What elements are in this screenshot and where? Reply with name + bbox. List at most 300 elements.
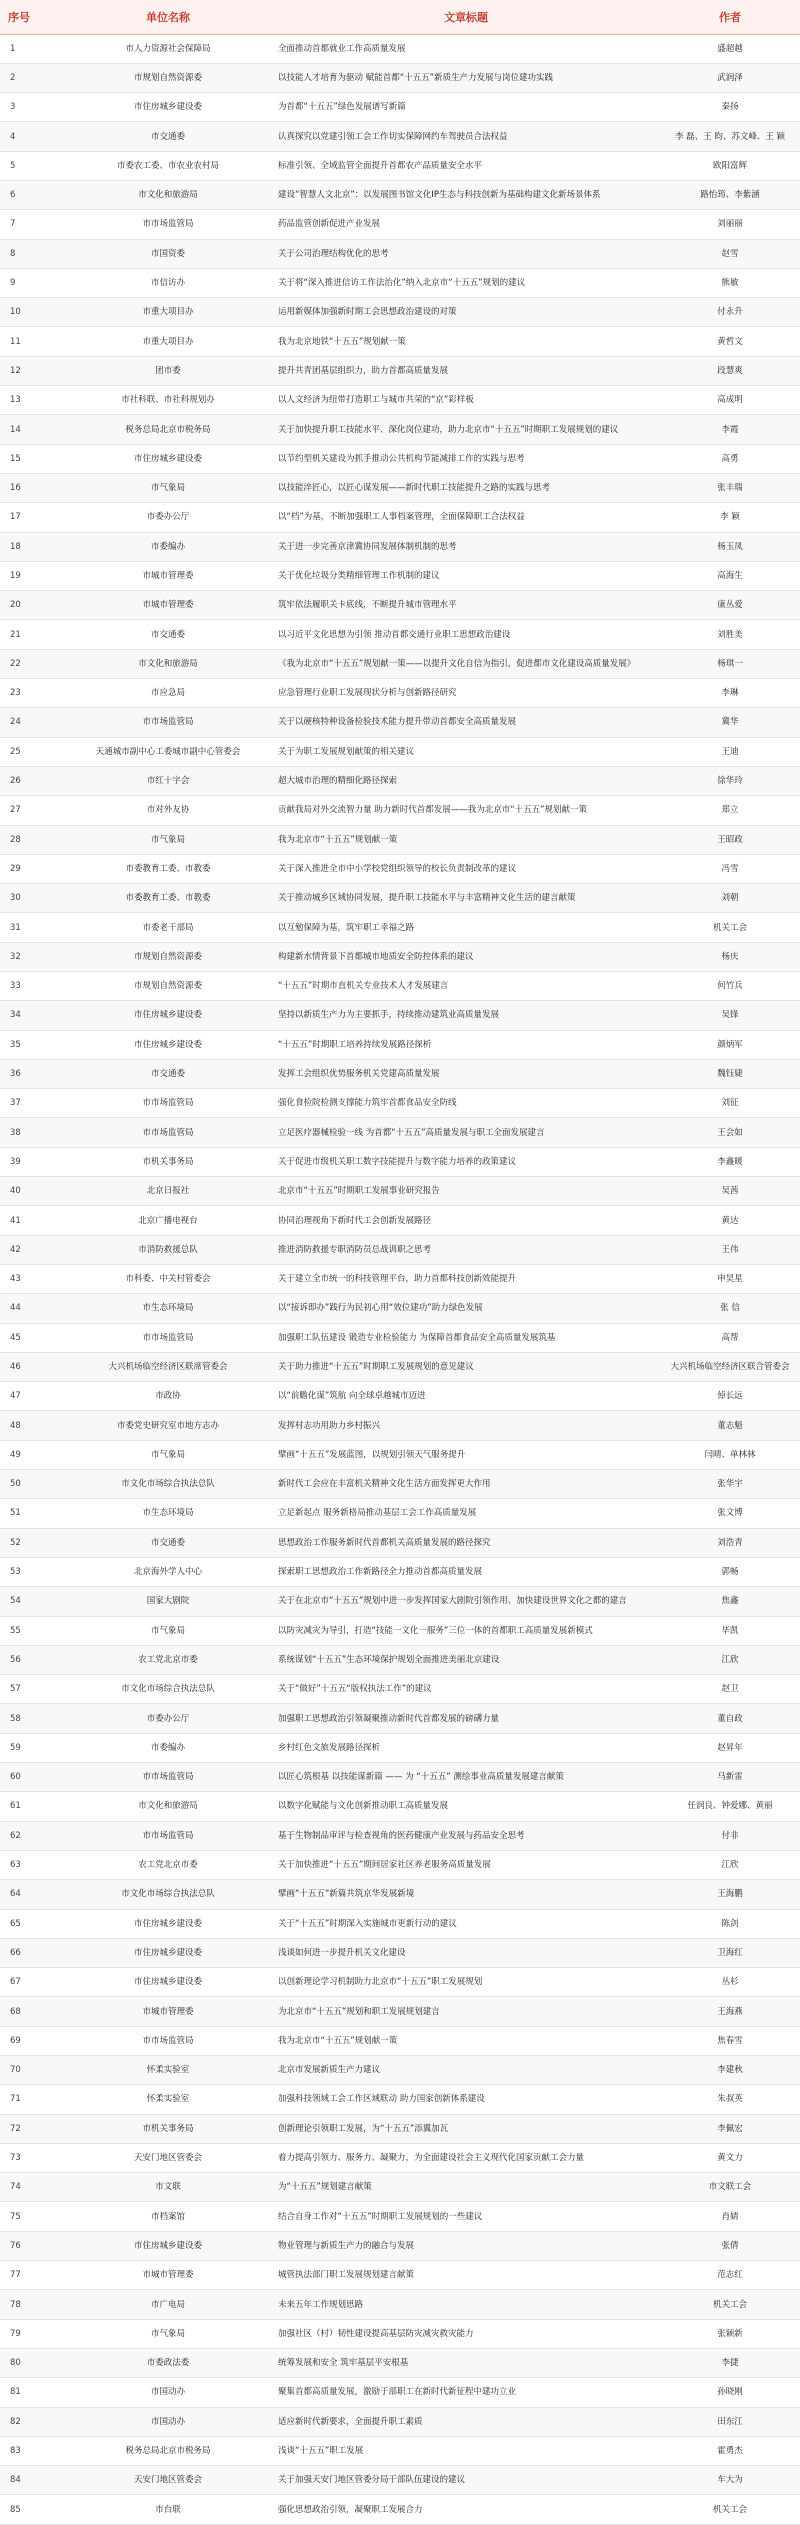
unit-cell: 市政协 [64, 1382, 272, 1411]
serial-cell: 31 [0, 913, 64, 942]
author-cell: 康丛爱 [660, 591, 800, 620]
title-cell: 以“档”为基，不断加强职工人事档案管理，全面保障职工合法权益 [272, 503, 660, 532]
title-cell: 以匠心筑根基 以技能谋新篇 —— 为 “十五五” 测绘事业高质量发展建言献策 [272, 1763, 660, 1792]
serial-cell: 42 [0, 1235, 64, 1264]
table-row [0, 972, 800, 1001]
title-cell: 以人文经济为纽带打造职工与城市共荣的“京”彩样板 [272, 386, 660, 415]
author-cell: 王昭政 [660, 825, 800, 854]
author-cell: 李佩宏 [660, 2114, 800, 2143]
header-author: 作者 [660, 0, 800, 34]
title-cell: 未来五年工作规划思路 [272, 2290, 660, 2319]
unit-cell: 市档案馆 [64, 2202, 272, 2231]
unit-cell: 怀柔实验室 [64, 2085, 272, 2114]
title-cell: 认真探究以党建引领工会工作切实保障网约车驾驶员合法权益 [272, 122, 660, 151]
table-row [0, 1177, 800, 1206]
unit-cell: 市市场监管局 [64, 708, 272, 737]
table-row [0, 796, 800, 825]
author-cell: 董自政 [660, 1704, 800, 1733]
author-cell: 杨庆 [660, 942, 800, 971]
author-cell: 秦扬 [660, 93, 800, 122]
author-cell: 毕凯 [660, 1616, 800, 1645]
table-row [0, 620, 800, 649]
author-cell: 焦春雪 [660, 2026, 800, 2055]
unit-cell: 市台联 [64, 2495, 272, 2524]
author-cell: 赵雪 [660, 239, 800, 268]
serial-cell: 71 [0, 2085, 64, 2114]
author-cell: 高帮 [660, 1323, 800, 1352]
table-row [0, 1118, 800, 1147]
unit-cell: 市住房城乡建设委 [64, 2231, 272, 2260]
title-cell: 关于助力推进“十五五”时期职工发展规划的意见建议 [272, 1352, 660, 1381]
serial-cell: 44 [0, 1294, 64, 1323]
author-cell: 吴锋 [660, 1001, 800, 1030]
unit-cell: 市城市管理委 [64, 2261, 272, 2290]
table-row [0, 2055, 800, 2084]
serial-cell: 67 [0, 1968, 64, 1997]
author-cell: 市文联工会 [660, 2173, 800, 2202]
unit-cell: 市交通委 [64, 620, 272, 649]
serial-cell: 23 [0, 679, 64, 708]
table-row [0, 63, 800, 92]
table-row [0, 1616, 800, 1645]
title-cell: 推进消防救援专职消防员总战训职之思考 [272, 1235, 660, 1264]
serial-cell: 34 [0, 1001, 64, 1030]
serial-cell: 17 [0, 503, 64, 532]
table-row [0, 708, 800, 737]
table-row [0, 1264, 800, 1293]
header-serial: 序号 [0, 0, 64, 34]
author-cell: 盛超越 [660, 34, 800, 63]
unit-cell: 北京日报社 [64, 1177, 272, 1206]
unit-cell: 天安门地区管委会 [64, 2143, 272, 2172]
serial-cell: 65 [0, 1909, 64, 1938]
title-cell: 关于深入推进全市中小学校党组织领导的校长负责制改革的建议 [272, 854, 660, 883]
table-row [0, 2290, 800, 2319]
table-row [0, 2231, 800, 2260]
title-cell: 关于进一步完善京津冀协同发展体制机制的思考 [272, 532, 660, 561]
serial-cell: 46 [0, 1352, 64, 1381]
unit-cell: 市委编办 [64, 1733, 272, 1762]
author-cell: 丛杉 [660, 1968, 800, 1997]
title-cell: 筑牢依法履职关卡底线，不断提升城市管理水平 [272, 591, 660, 620]
author-cell: 何竹兵 [660, 972, 800, 1001]
table-row [0, 1089, 800, 1118]
title-cell: 全面推动首都就业工作高质量发展 [272, 34, 660, 63]
serial-cell: 29 [0, 854, 64, 883]
author-cell: 倬长远 [660, 1382, 800, 1411]
title-cell: 城管执法部门职工发展规划建言献策 [272, 2261, 660, 2290]
author-cell: 王海鹏 [660, 1880, 800, 1909]
title-cell: 浅谈如何进一步提升机关文化建设 [272, 1938, 660, 1967]
unit-cell: 市城市管理委 [64, 561, 272, 590]
author-cell: 黄达 [660, 1206, 800, 1235]
table-row [0, 268, 800, 297]
table-row [0, 1030, 800, 1059]
serial-cell: 75 [0, 2202, 64, 2231]
unit-cell: 市文化和旅游局 [64, 649, 272, 678]
unit-cell: 市机关事务局 [64, 2114, 272, 2143]
unit-cell: 市国资委 [64, 239, 272, 268]
author-cell: 冯雪 [660, 854, 800, 883]
table-row [0, 1645, 800, 1674]
serial-cell: 58 [0, 1704, 64, 1733]
unit-cell: 税务总局北京市税务局 [64, 415, 272, 444]
author-cell: 任润良、钟爱娜、黄丽 [660, 1792, 800, 1821]
author-cell: 路怡筠、李紫涵 [660, 180, 800, 209]
title-cell: 关于促进市级机关职工数字技能提升与数字能力培养的政策建议 [272, 1147, 660, 1176]
author-cell: 王海燕 [660, 1997, 800, 2026]
table-row [0, 1733, 800, 1762]
serial-cell: 1 [0, 34, 64, 63]
table-row [0, 1557, 800, 1586]
title-cell: 创新理论引领职工发展，为“十五五”添翼加瓦 [272, 2114, 660, 2143]
author-cell: 张颖新 [660, 2319, 800, 2348]
author-cell: 付永升 [660, 298, 800, 327]
title-cell: 以数字化赋能与文化创新推动职工高质量发展 [272, 1792, 660, 1821]
author-cell: 张 信 [660, 1294, 800, 1323]
title-cell: 关于在北京市“十五五”规划中进一步发挥国家大剧院引领作用、加快建设世界文化之都的建言 [272, 1587, 660, 1616]
unit-cell: 市市场监管局 [64, 2026, 272, 2055]
author-cell: 孙晓刚 [660, 2378, 800, 2407]
table-row [0, 679, 800, 708]
table-row [0, 1792, 800, 1821]
serial-cell: 7 [0, 210, 64, 239]
table-row [0, 1968, 800, 1997]
table-row [0, 1821, 800, 1850]
author-cell: 刘朝 [660, 884, 800, 913]
title-cell: 关于将“深入推进信访工作法治化”纳入北京市“十五五”规划的建议 [272, 268, 660, 297]
author-cell: 熊敏 [660, 268, 800, 297]
table-row [0, 415, 800, 444]
serial-cell: 9 [0, 268, 64, 297]
unit-cell: 市气象局 [64, 1616, 272, 1645]
table-row [0, 1704, 800, 1733]
header-row [0, 0, 800, 34]
unit-cell: 市住房城乡建设委 [64, 1030, 272, 1059]
title-cell: 以习近平文化思想为引领 推动首都交通行业职工思想政治建设 [272, 620, 660, 649]
serial-cell: 16 [0, 473, 64, 502]
unit-cell: 市气象局 [64, 2319, 272, 2348]
title-cell: 乡村红色文旅发展路径探析 [272, 1733, 660, 1762]
serial-cell: 74 [0, 2173, 64, 2202]
serial-cell: 36 [0, 1059, 64, 1088]
title-cell: 浅谈“十五五”职工发展 [272, 2436, 660, 2465]
serial-cell: 39 [0, 1147, 64, 1176]
author-cell: 王迪 [660, 737, 800, 766]
unit-cell: 市文联 [64, 2173, 272, 2202]
table-row [0, 1470, 800, 1499]
table-row [0, 1352, 800, 1381]
serial-cell: 78 [0, 2290, 64, 2319]
title-cell: 思想政治工作服务新时代首都机关高质量发展的路径探究 [272, 1528, 660, 1557]
serial-cell: 72 [0, 2114, 64, 2143]
author-cell: 田东江 [660, 2407, 800, 2436]
serial-cell: 47 [0, 1382, 64, 1411]
serial-cell: 52 [0, 1528, 64, 1557]
unit-cell: 税务总局北京市税务局 [64, 2436, 272, 2465]
unit-cell: 团市委 [64, 356, 272, 385]
unit-cell: 国家大剧院 [64, 1587, 272, 1616]
table-row [0, 1001, 800, 1030]
title-cell: 协同治理视角下新时代工会创新发展路径 [272, 1206, 660, 1235]
serial-cell: 14 [0, 415, 64, 444]
title-cell: 我为北京市“十五五”规划献一策 [272, 825, 660, 854]
table-row [0, 737, 800, 766]
table-row [0, 561, 800, 590]
author-cell: 陈剑 [660, 1909, 800, 1938]
unit-cell: 市住房城乡建设委 [64, 1001, 272, 1030]
author-cell: 李捷 [660, 2348, 800, 2377]
unit-cell: 北京广播电视台 [64, 1206, 272, 1235]
table-row [0, 825, 800, 854]
author-cell: 卫海红 [660, 1938, 800, 1967]
author-cell: 范志红 [660, 2261, 800, 2290]
unit-cell: 市文化市场综合执法总队 [64, 1675, 272, 1704]
serial-cell: 53 [0, 1557, 64, 1586]
serial-cell: 26 [0, 766, 64, 795]
table-row [0, 591, 800, 620]
title-cell: 关于加强天安门地区管委分局干部队伍建设的建议 [272, 2466, 660, 2495]
unit-cell: 市消防救援总队 [64, 1235, 272, 1264]
title-cell: 关于以硬核特种设备检验技术能力提升带动首都安全高质量发展 [272, 708, 660, 737]
serial-cell: 22 [0, 649, 64, 678]
unit-cell: 市城市管理委 [64, 1997, 272, 2026]
title-cell: 关于优化垃圾分类精细管理工作机制的建议 [272, 561, 660, 590]
author-cell: 李 磊、王 昀、苏文峰、王 颖 [660, 122, 800, 151]
table-row [0, 2495, 800, 2524]
unit-cell: 市委农工委、市农业农村局 [64, 151, 272, 180]
title-cell: 关于推动城乡区域协同发展，提升职工技能水平与丰富精神文化生活的建言献策 [272, 884, 660, 913]
title-cell: “十五五”时期职工培养持续发展路径探析 [272, 1030, 660, 1059]
serial-cell: 2 [0, 63, 64, 92]
unit-cell: 市人力资源社会保障局 [64, 34, 272, 63]
table-row [0, 1147, 800, 1176]
table-row [0, 2114, 800, 2143]
author-cell: 付非 [660, 1821, 800, 1850]
unit-cell: 市文化和旅游局 [64, 180, 272, 209]
table-row [0, 1528, 800, 1557]
table-row [0, 2202, 800, 2231]
table-row [0, 2348, 800, 2377]
author-cell: 赵卫 [660, 1675, 800, 1704]
title-cell: 发挥工会组织优势服务机关党建高质量发展 [272, 1059, 660, 1088]
title-cell: 北京市发展新质生产力建议 [272, 2055, 660, 2084]
author-cell: 李霞 [660, 415, 800, 444]
serial-cell: 30 [0, 884, 64, 913]
serial-cell: 77 [0, 2261, 64, 2290]
author-cell: 董志魁 [660, 1411, 800, 1440]
table-row [0, 1059, 800, 1088]
table-row [0, 386, 800, 415]
author-cell: 机关工会 [660, 2495, 800, 2524]
unit-cell: 市社科联、市社科规划办 [64, 386, 272, 415]
author-cell: 武润泽 [660, 63, 800, 92]
author-cell: 段慧爽 [660, 356, 800, 385]
table-row [0, 2085, 800, 2114]
header-title: 文章标题 [272, 0, 660, 34]
unit-cell: 市文化市场综合执法总队 [64, 1880, 272, 1909]
serial-cell: 27 [0, 796, 64, 825]
unit-cell: 市重大项目办 [64, 298, 272, 327]
unit-cell: 市国动办 [64, 2407, 272, 2436]
serial-cell: 48 [0, 1411, 64, 1440]
serial-cell: 85 [0, 2495, 64, 2524]
serial-cell: 55 [0, 1616, 64, 1645]
serial-cell: 18 [0, 532, 64, 561]
title-cell: 我为北京地铁“十五五”规划献一策 [272, 327, 660, 356]
title-cell: 以技能人才培育为驱动 赋能首都“十五五”新质生产力发展与岗位建功实践 [272, 63, 660, 92]
author-cell: 高成明 [660, 386, 800, 415]
title-cell: 系统谋划“十五五”生态环境保护规划全面推进美丽北京建设 [272, 1645, 660, 1674]
title-cell: 药品监管创新促进产业发展 [272, 210, 660, 239]
title-cell: 新时代工会应在丰富机关精神文化生活方面发挥更大作用 [272, 1470, 660, 1499]
title-cell: 关于为职工发展规划献策的相关建议 [272, 737, 660, 766]
author-cell: 张华宇 [660, 1470, 800, 1499]
title-cell: 以“前瞻化谋”筑航 向全球卓越城市迈进 [272, 1382, 660, 1411]
unit-cell: 市生态环境局 [64, 1499, 272, 1528]
serial-cell: 24 [0, 708, 64, 737]
serial-cell: 63 [0, 1850, 64, 1879]
unit-cell: 市市场监管局 [64, 210, 272, 239]
author-cell: 王伟 [660, 1235, 800, 1264]
author-cell: 车大为 [660, 2466, 800, 2495]
header-unit: 单位名称 [64, 0, 272, 34]
author-cell: 霍勇杰 [660, 2436, 800, 2465]
serial-cell: 4 [0, 122, 64, 151]
table-row [0, 532, 800, 561]
table-row [0, 942, 800, 971]
unit-cell: 市广电局 [64, 2290, 272, 2319]
title-cell: “十五五”时期市直机关专业技术人才发展建言 [272, 972, 660, 1001]
title-cell: 适应新时代新要求，全面提升职工素质 [272, 2407, 660, 2436]
serial-cell: 61 [0, 1792, 64, 1821]
table-row [0, 122, 800, 151]
author-cell: 欧阳富辉 [660, 151, 800, 180]
title-cell: 坚持以新质生产力为主要抓手，持续推动建筑业高质量发展 [272, 1001, 660, 1030]
serial-cell: 60 [0, 1763, 64, 1792]
title-cell: 贡献我局对外交流智力量 助力新时代首都发展——我为北京市“十五五”规划献一策 [272, 796, 660, 825]
title-cell: 立足新起点 服务新格局推动基层工会工作高质量发展 [272, 1499, 660, 1528]
table-row [0, 327, 800, 356]
title-cell: 应急管理行业职工发展现状分析与创新路径研究 [272, 679, 660, 708]
title-cell: 基于生物制品审评与检查视角的医药健康产业发展与药品安全思考 [272, 1821, 660, 1850]
serial-cell: 80 [0, 2348, 64, 2377]
table-row [0, 913, 800, 942]
author-cell: 朱叔英 [660, 2085, 800, 2114]
title-cell: 超大城市治理的精细化路径探索 [272, 766, 660, 795]
author-cell: 申昊星 [660, 1264, 800, 1293]
author-cell: 焦鑫 [660, 1587, 800, 1616]
title-cell: 统筹发展和安全 筑牢基层平安根基 [272, 2348, 660, 2377]
unit-cell: 市信访办 [64, 268, 272, 297]
unit-cell: 市规划自然资源委 [64, 63, 272, 92]
title-cell: 为首都“十五五”绿色发展谱写新篇 [272, 93, 660, 122]
author-cell: 刘丽丽 [660, 210, 800, 239]
table-row [0, 1235, 800, 1264]
serial-cell: 43 [0, 1264, 64, 1293]
unit-cell: 市委办公厅 [64, 503, 272, 532]
unit-cell: 市住房城乡建设委 [64, 93, 272, 122]
unit-cell: 市住房城乡建设委 [64, 444, 272, 473]
table-row [0, 1294, 800, 1323]
table-row [0, 1499, 800, 1528]
author-cell: 黄文力 [660, 2143, 800, 2172]
table-row [0, 180, 800, 209]
table-row [0, 93, 800, 122]
serial-cell: 28 [0, 825, 64, 854]
unit-cell: 市委教育工委、市教委 [64, 884, 272, 913]
serial-cell: 38 [0, 1118, 64, 1147]
title-cell: 关于加快推进“十五五”期间居家社区养老服务高质量发展 [272, 1850, 660, 1879]
unit-cell: 市重大项目办 [64, 327, 272, 356]
table-row [0, 2173, 800, 2202]
author-cell: 刘征 [660, 1089, 800, 1118]
table-row [0, 473, 800, 502]
unit-cell: 市科委、中关村管委会 [64, 1264, 272, 1293]
table-row [0, 2143, 800, 2172]
title-cell: 以“接诉即办”践行为民初心用“效位建功”助力绿色发展 [272, 1294, 660, 1323]
title-cell: 探索职工思想政治工作新路径全力推动首都高质量发展 [272, 1557, 660, 1586]
author-cell: 李建秋 [660, 2055, 800, 2084]
table-row [0, 1880, 800, 1909]
title-cell: 标准引领、全域监管全面提升首都农产品质量安全水平 [272, 151, 660, 180]
table-row [0, 2026, 800, 2055]
title-cell: 加强职工队伍建设 锻造专业检验能力 为保障首都食品安全高质量发展筑基 [272, 1323, 660, 1352]
title-cell: 提升共青团基层组织力，助力首都高质量发展 [272, 356, 660, 385]
table-row [0, 1909, 800, 1938]
serial-cell: 68 [0, 1997, 64, 2026]
unit-cell: 市气象局 [64, 1440, 272, 1469]
table-row [0, 1763, 800, 1792]
serial-cell: 56 [0, 1645, 64, 1674]
serial-cell: 82 [0, 2407, 64, 2436]
unit-cell: 市对外友协 [64, 796, 272, 825]
serial-cell: 10 [0, 298, 64, 327]
table-row [0, 1850, 800, 1879]
serial-cell: 41 [0, 1206, 64, 1235]
table-row [0, 2466, 800, 2495]
serial-cell: 3 [0, 93, 64, 122]
author-cell: 吴茜 [660, 1177, 800, 1206]
table-row [0, 2436, 800, 2465]
unit-cell: 市交通委 [64, 1059, 272, 1088]
table-row [0, 151, 800, 180]
author-cell: 江欣 [660, 1645, 800, 1674]
title-cell: 关于建立全市统一的科技管理平台，助力首都科技创新效能提升 [272, 1264, 660, 1293]
unit-cell: 市委编办 [64, 532, 272, 561]
serial-cell: 32 [0, 942, 64, 971]
title-cell: 强化思想政治引领，凝聚职工发展合力 [272, 2495, 660, 2524]
author-cell: 机关工会 [660, 2290, 800, 2319]
unit-cell: 市委党史研究室市地方志办 [64, 1411, 272, 1440]
table-row [0, 854, 800, 883]
unit-cell: 市委教育工委、市教委 [64, 854, 272, 883]
serial-cell: 64 [0, 1880, 64, 1909]
title-cell: 以互勉保障为基，筑牢职工幸福之路 [272, 913, 660, 942]
title-cell: 立足医疗器械检验一线 为首都“十五五”高质量发展与职工全面发展建言 [272, 1118, 660, 1147]
table-row [0, 1440, 800, 1469]
unit-cell: 农工党北京市委 [64, 1850, 272, 1879]
author-cell: 刘浩青 [660, 1528, 800, 1557]
table-row [0, 1382, 800, 1411]
unit-cell: 市红十字会 [64, 766, 272, 795]
serial-cell: 49 [0, 1440, 64, 1469]
title-cell: 以技能淬匠心，以匠心谋发展——新时代职工技能提升之路的实践与思考 [272, 473, 660, 502]
unit-cell: 市城市管理委 [64, 591, 272, 620]
author-cell: 郭畅 [660, 1557, 800, 1586]
unit-cell: 市市场监管局 [64, 1323, 272, 1352]
unit-cell: 市机关事务局 [64, 1147, 272, 1176]
